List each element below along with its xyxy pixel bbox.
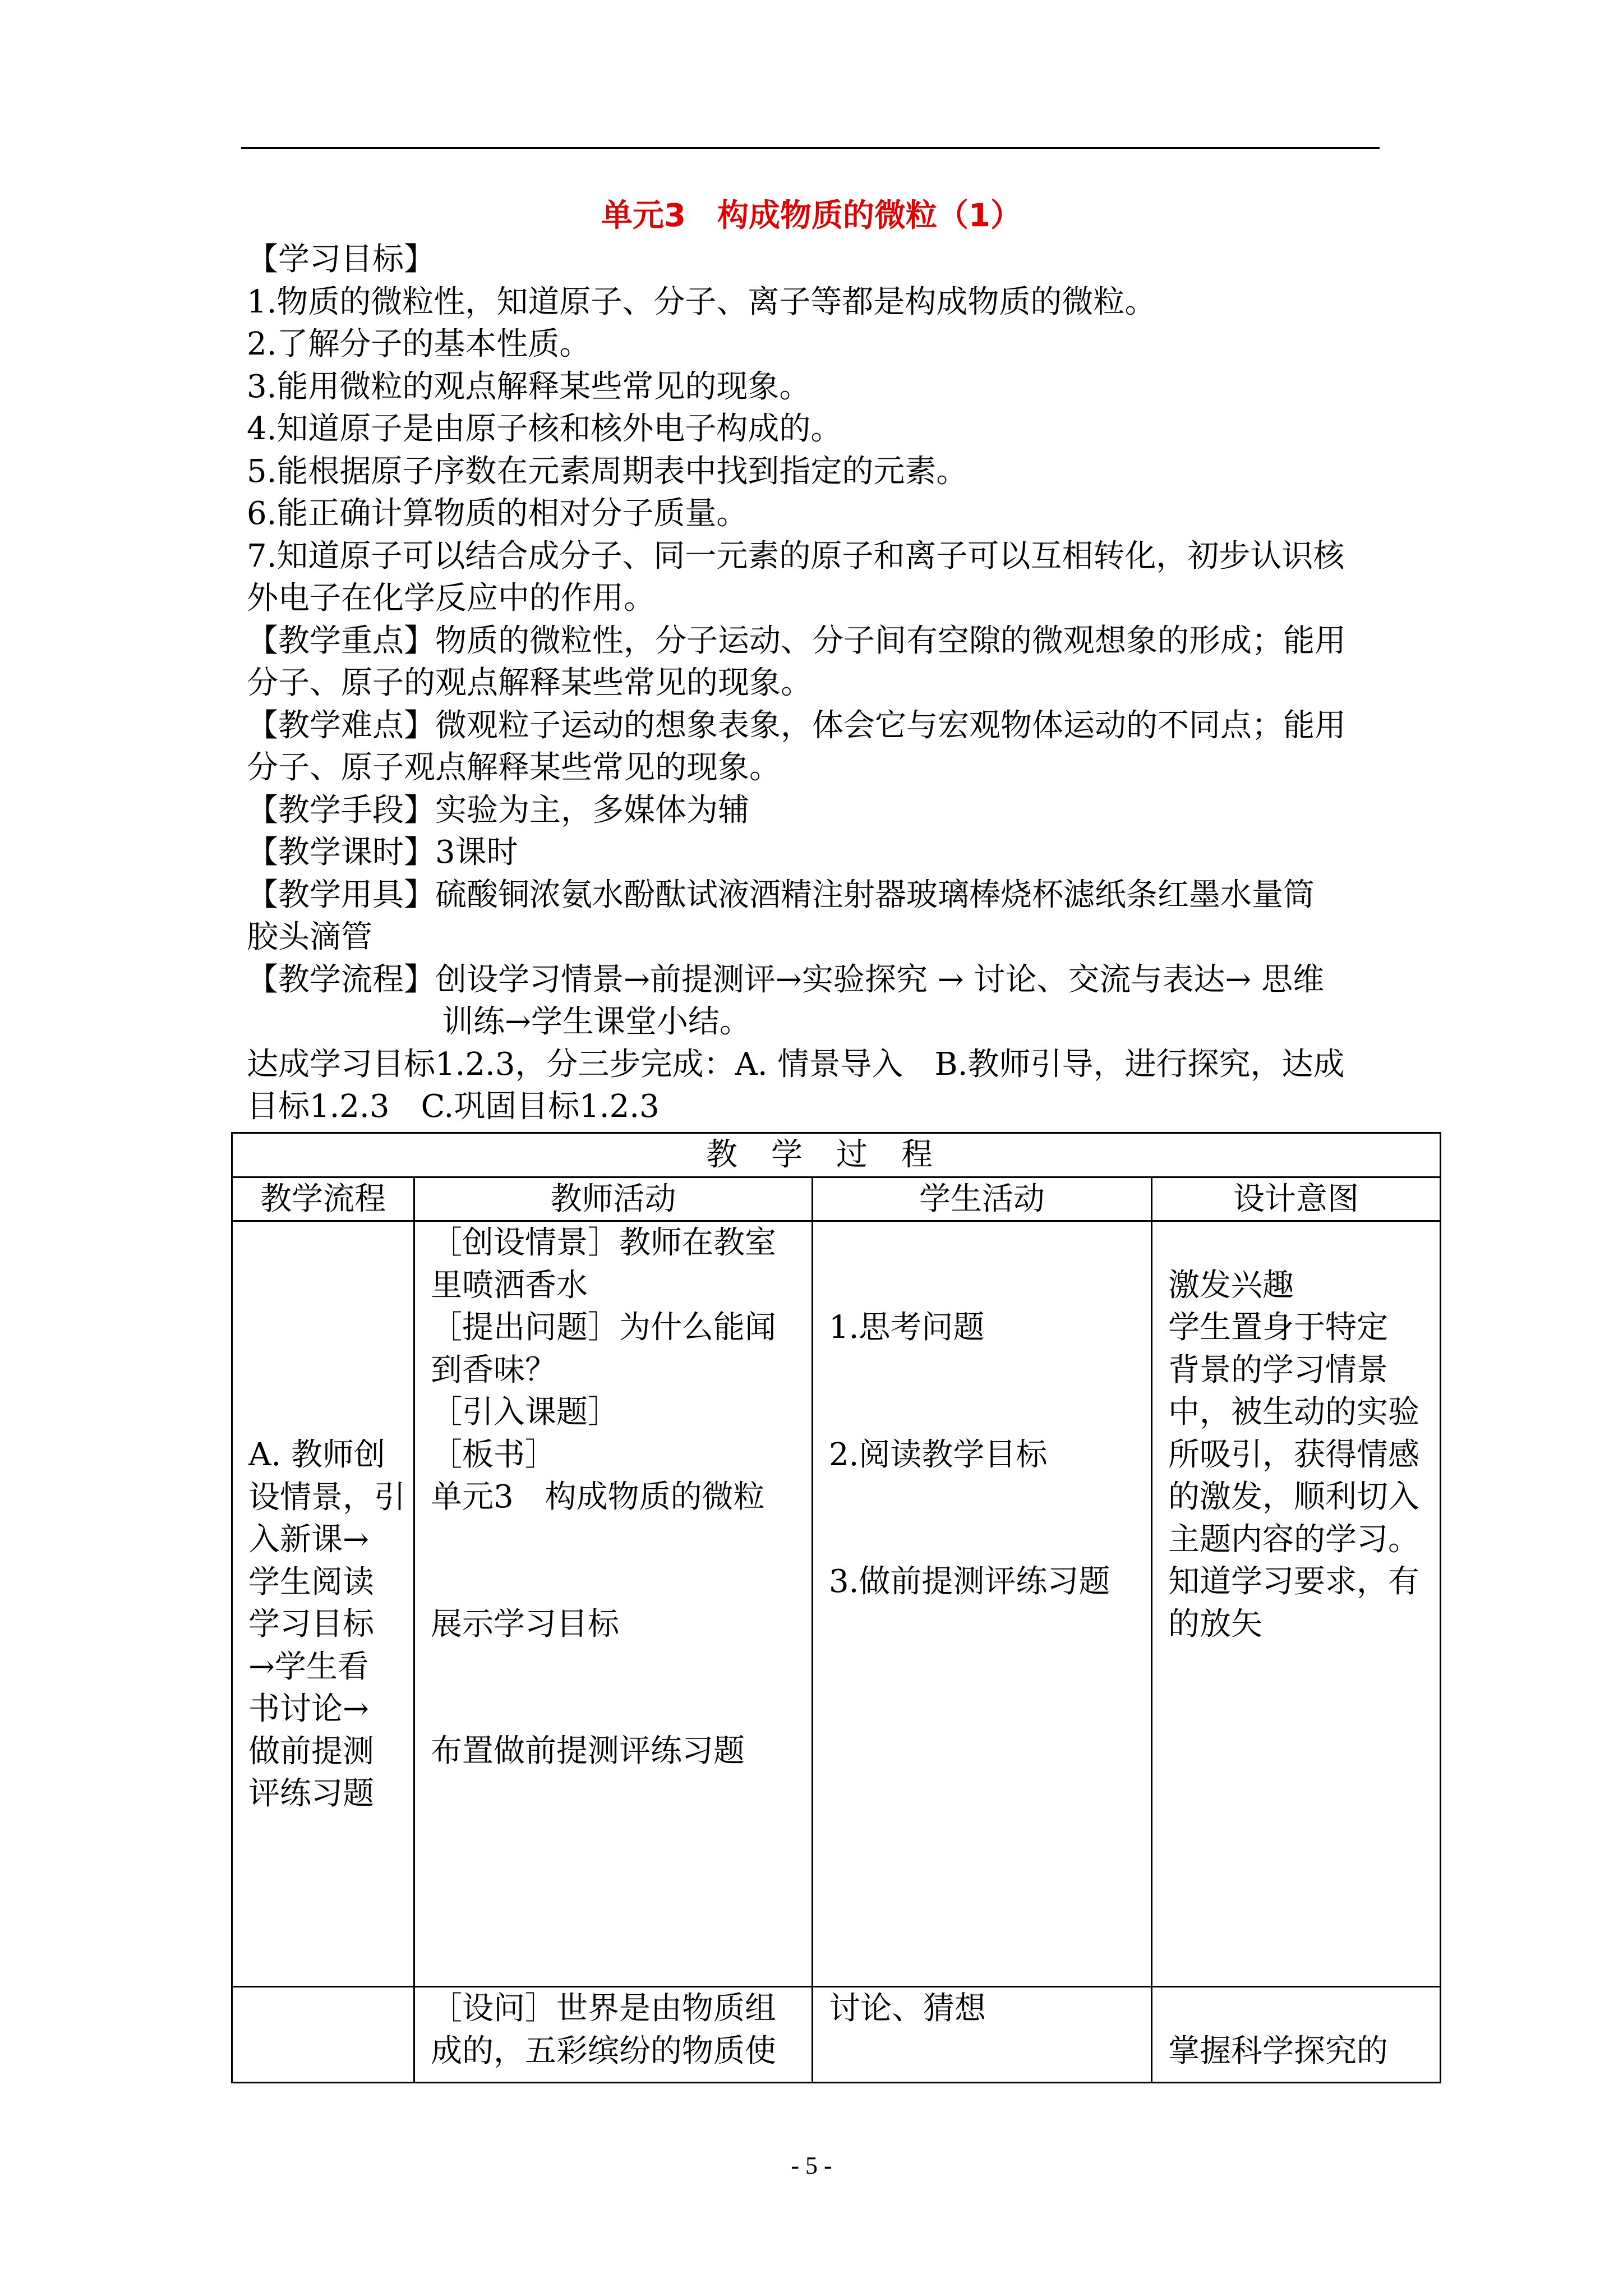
cell-line: 做前提测: [248, 1733, 374, 1770]
cell-line: [1168, 1987, 1424, 2030]
intro-line: 1.物质的微粒性，知道原子、分子、离子等都是构成物质的微粒。: [247, 283, 1156, 320]
header-flow: 教学流程: [232, 1177, 414, 1221]
intro-text: [247, 238, 1391, 1128]
cell-line: ［创设情景］教师在教室: [431, 1225, 776, 1261]
page-title: 单元3 构成物质的微粒（1）: [601, 197, 1022, 234]
intro-line: 胶头滴管: [247, 919, 372, 955]
intro-line: 4.知道原子是由原子核和核外电子构成的。: [247, 411, 842, 447]
cell-line: 所吸引，获得情感: [1168, 1436, 1419, 1473]
cell-line: 评练习题: [248, 1775, 374, 1812]
table-header-row: [232, 1177, 1441, 1221]
table-row: [232, 1987, 1441, 2083]
intro-line: 【教学流程】创设学习情景→前提测评→实验探究 → 讨论、交流与表达→ 思维: [247, 961, 1325, 998]
cell-line: [829, 1264, 1135, 1307]
cell-line: ［引入课题］: [431, 1394, 619, 1430]
cell-line: [829, 1222, 1135, 1264]
process-table: [231, 1132, 1441, 2083]
header-rule: [241, 147, 1380, 149]
cell-line: 设情景，引: [248, 1479, 405, 1516]
cell-line: 激发兴趣: [1168, 1267, 1294, 1304]
cell-line: [829, 1476, 1135, 1519]
cell-line: 到香味？: [431, 1351, 556, 1388]
intro-line: 【教学用具】硫酸铜浓氨水酚酞试液酒精注射器玻璃棒烧杯滤纸条红墨水量筒: [247, 876, 1315, 913]
page-number: - 5 -: [791, 2152, 832, 2179]
cell-line: 学习目标: [248, 1606, 374, 1642]
intro-line: 【教学手段】实验为主，多媒体为辅: [247, 792, 749, 829]
cell-line: 成的，五彩缤纷的物质使: [431, 2032, 776, 2069]
cell-line: 2.阅读教学目标: [829, 1436, 1048, 1473]
intro-line: 2.了解分子的基本性质。: [247, 326, 591, 362]
intro-line: 达成学习目标1.2.3，分三步完成：A. 情景导入 B.教师引导，进行探究，达成: [247, 1046, 1345, 1083]
cell-line: 讨论、猜想: [829, 1990, 986, 2027]
intro-line: 5.能根据原子序数在元素周期表中找到指定的元素。: [247, 453, 968, 490]
cell-line: [829, 1349, 1135, 1392]
row2-student: [813, 1987, 1152, 2083]
cell-line: 单元3 构成物质的微粒: [431, 1479, 765, 1515]
cell-line: ［板书］: [431, 1436, 556, 1473]
row1-intent: [1152, 1221, 1441, 1987]
cell-line: [1168, 1222, 1424, 1264]
cell-line: 1.思考问题: [829, 1309, 985, 1346]
header-student: 学生活动: [813, 1177, 1152, 1221]
row2-intent: [1152, 1987, 1441, 2083]
cell-line: 布置做前提测评练习题: [431, 1733, 745, 1769]
cell-line: A. 教师创: [248, 1437, 386, 1473]
cell-line: [431, 1645, 796, 1688]
row2-teacher: [414, 1987, 813, 2083]
intro-line: 外电子在化学反应中的作用。: [247, 580, 655, 616]
table-row: [232, 1221, 1441, 1987]
cell-line: 掌握科学探究的: [1168, 2032, 1388, 2069]
cell-line: 入新课→: [248, 1521, 369, 1558]
intro-line: 【学习目标】: [247, 241, 435, 278]
cell-line: 的放矢: [1168, 1605, 1262, 1642]
intro-line: 7.知道原子可以结合成分子、同一元素的原子和离子可以互相转化，初步认识核: [247, 537, 1345, 574]
cell-line: [431, 1519, 796, 1561]
cell-line: 的激发，顺利切入: [1168, 1479, 1419, 1515]
cell-line: 展示学习目标: [431, 1605, 619, 1642]
intro-line: 分子、原子观点解释某些常见的现象。: [247, 749, 781, 786]
intro-line: 【教学难点】微观粒子运动的想象表象，体会它与宏观物体运动的不同点；能用: [247, 707, 1346, 744]
row1-student: [813, 1221, 1152, 1987]
table-caption: [232, 1133, 1441, 1177]
header-intent: 设计意图: [1152, 1177, 1441, 1221]
row2-flow: [232, 1987, 414, 2083]
intro-line: 【教学重点】物质的微粒性，分子运动、分子间有空隙的微观想象的形成；能用: [247, 622, 1346, 659]
cell-line: 3.做前提测评练习题: [829, 1563, 1110, 1600]
intro-line: 【教学课时】3课时: [247, 834, 518, 871]
cell-line: 背景的学习情景: [1168, 1351, 1388, 1388]
cell-line: →学生看: [248, 1648, 369, 1685]
intro-line: 分子、原子的观点解释某些常见的现象。: [247, 665, 812, 701]
table-caption-text: 教学过程: [706, 1137, 966, 1173]
cell-line: 学生阅读: [248, 1563, 374, 1600]
cell-line: [431, 1688, 796, 1731]
cell-line: ［设问］世界是由物质组: [431, 1990, 776, 2027]
cell-line: 知道学习要求，有: [1168, 1563, 1419, 1600]
row1-teacher: [414, 1221, 813, 1987]
header-teacher: 教师活动: [414, 1177, 813, 1221]
cell-line: [829, 1519, 1135, 1561]
intro-line: 6.能正确计算物质的相对分子质量。: [247, 495, 748, 532]
intro-line: 目标1.2.3 C.巩固目标1.2.3: [247, 1088, 660, 1125]
intro-line: 训练→学生课堂小结。: [442, 1004, 751, 1040]
row1-flow: [232, 1221, 414, 1987]
cell-line: 中，被生动的实验: [1168, 1394, 1419, 1430]
cell-line: 书讨论→: [248, 1691, 369, 1727]
cell-line: ［提出问题］为什么能闻: [431, 1309, 776, 1346]
cell-line: 主题内容的学习。: [1168, 1521, 1419, 1558]
cell-line: [829, 1391, 1135, 1434]
cell-line: 学生置身于特定: [1168, 1309, 1388, 1346]
cell-line: [431, 1561, 796, 1603]
cell-line: 里喷洒香水: [431, 1267, 588, 1304]
intro-line: 3.能用微粒的观点解释某些常见的现象。: [247, 368, 811, 405]
